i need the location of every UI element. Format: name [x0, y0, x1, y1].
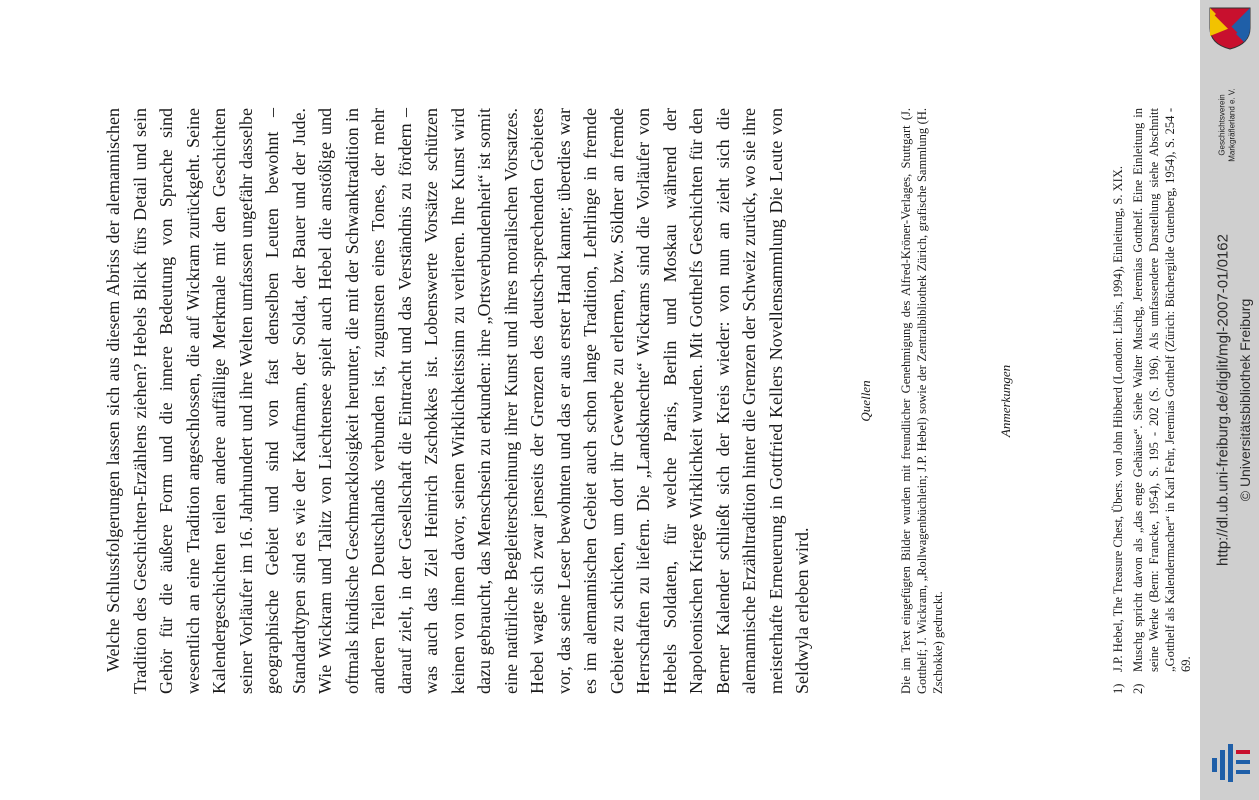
- note-number: 1): [1110, 683, 1125, 694]
- association-line-2: Markgräflerland e. V.: [1227, 88, 1237, 162]
- library-logo-icon: [1208, 740, 1254, 786]
- notes-list: [1110, 108, 1194, 694]
- association-line-1: Geschichtsverein: [1217, 94, 1227, 156]
- notes-heading: Anmerkungen: [997, 364, 1013, 438]
- body-paragraph: Welche Schlussfolgerungen lassen sich aus diesem Abriss der alemannischen Tradition des Geschichten-Erzählens ziehen? Hebels Blick fürs Detail und sein Gehör für die äußere Form und die innere Bedeutung von Sprache sind wesentlich an eine Tradition angeschlossen, die auf Wickram zurückgeht. Seine Kalendergeschichten teilen andere auffällige Merkmale mit den Geschichten seiner Vorläufer im 16. Jahrhundert und ihre Welten umfassen ungefähr dasselbe geographische Gebiet und sind von fast denselben Leuten bewohnt – Standardtypen sind es wie der Kaufmann, der Soldat, der Bauer und der Jude. Wie Wickram und Talitz von Liechtensee spielt auch Hebel die anstößige und oftmals kindische Geschmacklosigkeit herunter, die mit der Schwanktradition in anderen Teilen Deutschlands verbunden ist, zugunsten eines Tones, der mehr darauf zielt, in der Gesellschaft die Eintracht und das Verständnis zu fördern – was auch das Ziel Heinrich Zschokkes ist. Lobenswerte Vorsätze schützen keinen von ihnen davor, seinen Wirklichkeitssinn zu verlieren. Ihre Kunst wird dazu gebraucht, das Menschsein zu erkunden: ihre „Ortsverbundenheit“ ist somit eine natürliche Begleiterscheinung ihrer Kunst und ihres moralischen Vorsatzes. Hebel wagte sich zwar jenseits der Grenzen des deutsch-sprechenden Gebietes vor, das seine Leser bewohnten und das er aus erster Hand kannte; überdies war es im alemannischen Gebiet auch schon lange Tradition, Lehrlinge in fremde Gebiete zu schicken, um dort ihr Gewerbe zu erlernen, bzw. Söldner an fremde Herrschaften zu liefern. Die „Landsknechte“ Wickrams sind die Vorläufer von Hebels Soldaten, für welche Paris, Berlin und Moskau während der Napoleonischen Kriege Wirklichkeit wurden. Mit Gotthelfs Geschichten für den Berner Kalender schließt sich der Kreis wieder: von nun an zieht sich die alemannische Erzähltradition hinter die Grenzen der Schweiz zurück, wo sie ihre meisterhafte Erneuerung in Gottfried Kellers Novellensammlung Die Leute von Seldwyla erleben wird.: [103, 108, 812, 694]
- note-item: [1130, 108, 1194, 694]
- sources-text: Die im Text eingefügten Bilder wurden mit freundlicher Genehmigung des Alfred-Kröner-Verlages, Stuttgart (J. Gotthelf; J. Wickram, „Rollwagenbüchlein; J.P. Hebel) sowie der Zentralbibliothek Zürich, grafische Sammlung (H. Zschokke) gedruckt.: [898, 108, 945, 694]
- note-text: J.P. Hebel, The Treasure Chest, Übers. von John Hibberd (London: Libris, 1994), Einleitung, S. XIX.: [1110, 166, 1125, 672]
- url-link[interactable]: http://dl.ub.uni-freiburg.de/diglit/mgl-2007-01/0162: [1214, 234, 1232, 566]
- copyright-text: © Universitätsbibliothek Freiburg: [1237, 298, 1253, 502]
- coat-of-arms-icon: [1206, 6, 1254, 50]
- sources-heading: Quellen: [857, 380, 873, 422]
- note-item: [1110, 108, 1126, 694]
- note-text: Muschg spricht davon als „das enge Gehäuse“. Siehe Walter Muschg, Jeremias Gotthelf. Eine Einleitung in seine Werke (Bern: Francke, 1954), S. 195 - 202 (S. 196). Als umfassendere Darstellung siehe Abschnitt „Gotthelf als Kalendermacher“ in Karl Fehr, Jeremias Gotthelf (Zürich: Büchergilde Gutenberg, 1954), S. 254 - 69.: [1130, 108, 1193, 672]
- note-number: 2): [1130, 683, 1145, 694]
